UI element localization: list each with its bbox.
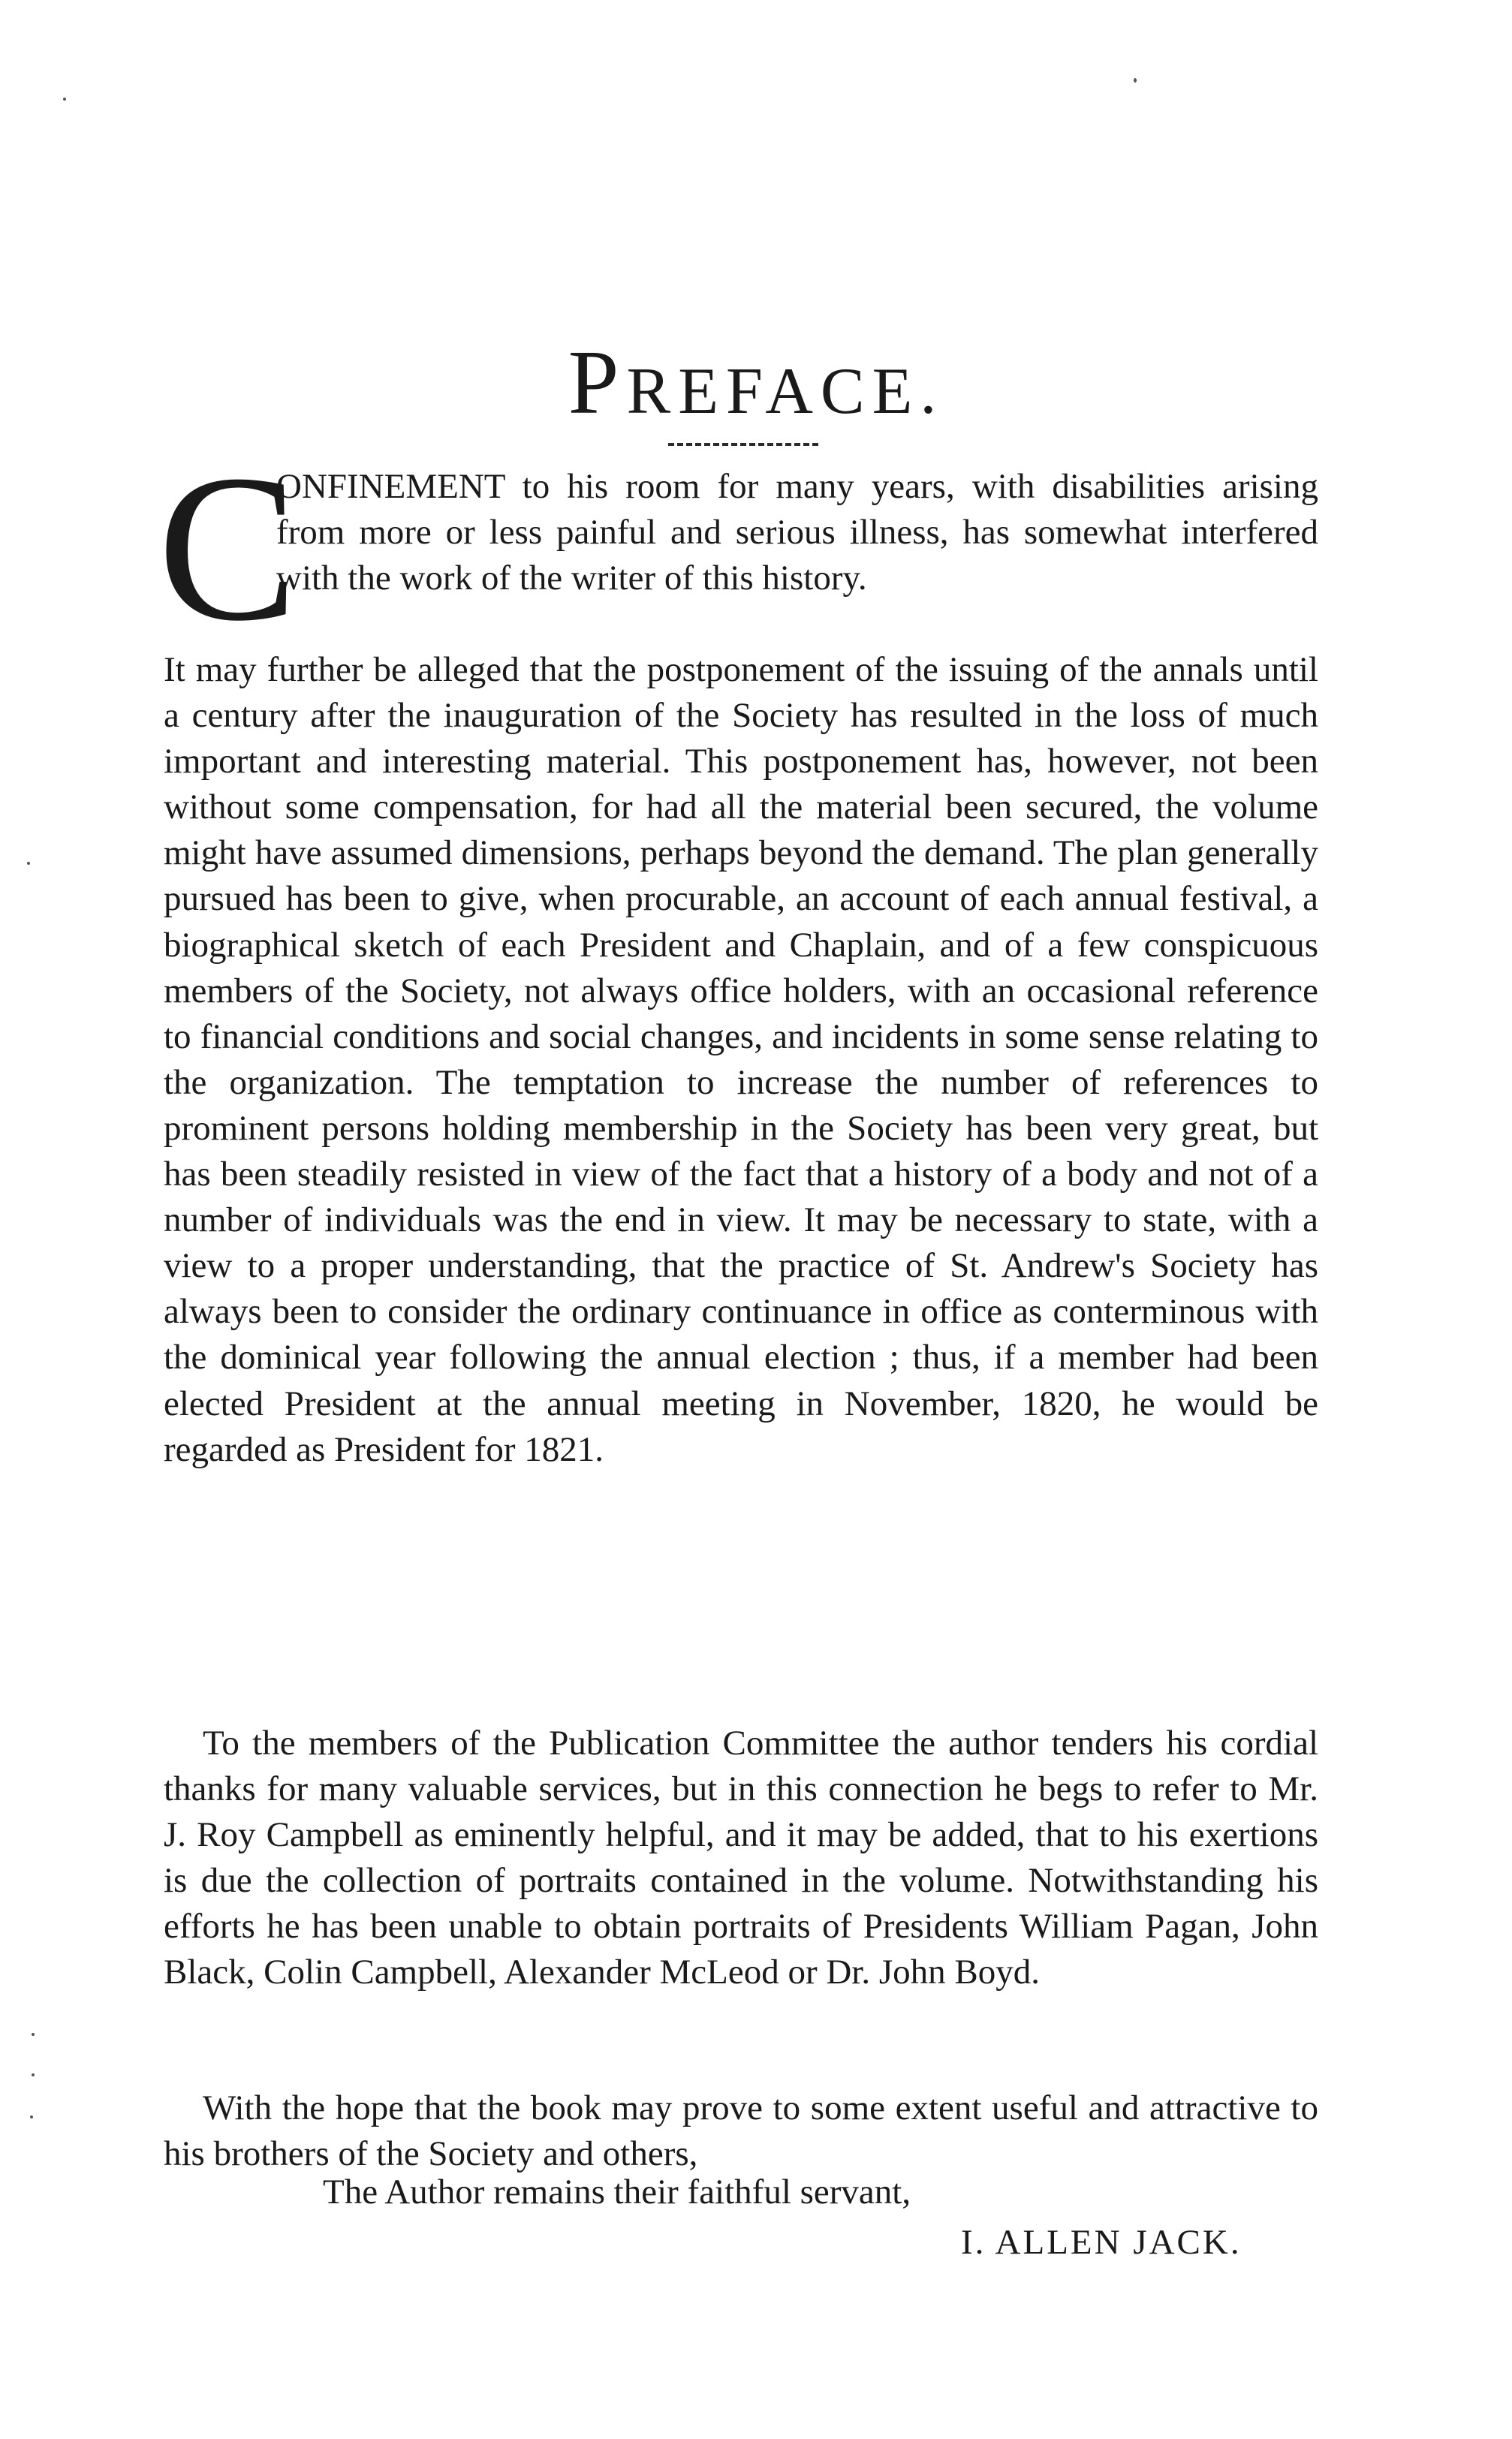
paragraph-1-head: ONFINEMENT to his room for many years, with disabilities arising from more or less painful and serious illness, has somewhat interfered with the work of the writer of this history. xyxy=(276,467,1318,598)
title-initial: P xyxy=(568,332,627,433)
closing-line: The Author remains their faithful servant, xyxy=(323,2173,911,2212)
paragraph-2: To the members of the Publication Committee the author tenders his cordial thanks for many valuable services, but in this connection he begs to refer to Mr. J. Roy Campbell as eminently helpful, and it may be added, that to his exertions is due the collection of portraits contained in the volume. Notwithstanding his efforts he has been unable to obtain portraits of Presidents William Pagan, John Black, Colin Campbell, Alexander McLeod or Dr. John Boyd. xyxy=(164,1724,1318,1992)
paragraph-1-tail: It may further be alleged that the postponement of the issuing of the annals until a century after the inauguration of the Society has resulted in the loss of much important and interesting material. This postponement has, however, not been without some compensation, for had all the material been secured, the volume might have assumed dimensions, perhaps beyond the demand. The plan generally pursued has been to give, when procurable, an account of each annual festival, a biographical sketch of each President and Chaplain, and of a few conspicuous members of the Society, not always office holders, with an occasional reference to financial conditions and social changes, and incidents in some sense relating to the organization. The temptation to increase the number of references to prominent persons holding membership in the Society has been very great, but has been steadily resisted in view of the fact that a history of a body and not of a number of individuals was the end in view. It may be necessary to state, with a view to a proper understanding, that the practice of St. Andrew's Society has always been to consider the ordinary continuance in office as conterminous with the dominical year following the annual election ; thus, if a member had been elected President at the annual meeting in November, 1820, he would be regarded as President for 1821. xyxy=(164,650,1318,1469)
title-rule xyxy=(668,443,818,446)
drop-cap: C xyxy=(158,431,298,664)
title-rest: REFACE. xyxy=(626,355,944,428)
paragraph-3: With the hope that the book may prove to some extent useful and attractive to his brothers of the Society and others, xyxy=(164,2088,1318,2174)
page-title xyxy=(0,330,1512,435)
author-signature: I. ALLEN JACK. xyxy=(961,2223,1242,2262)
